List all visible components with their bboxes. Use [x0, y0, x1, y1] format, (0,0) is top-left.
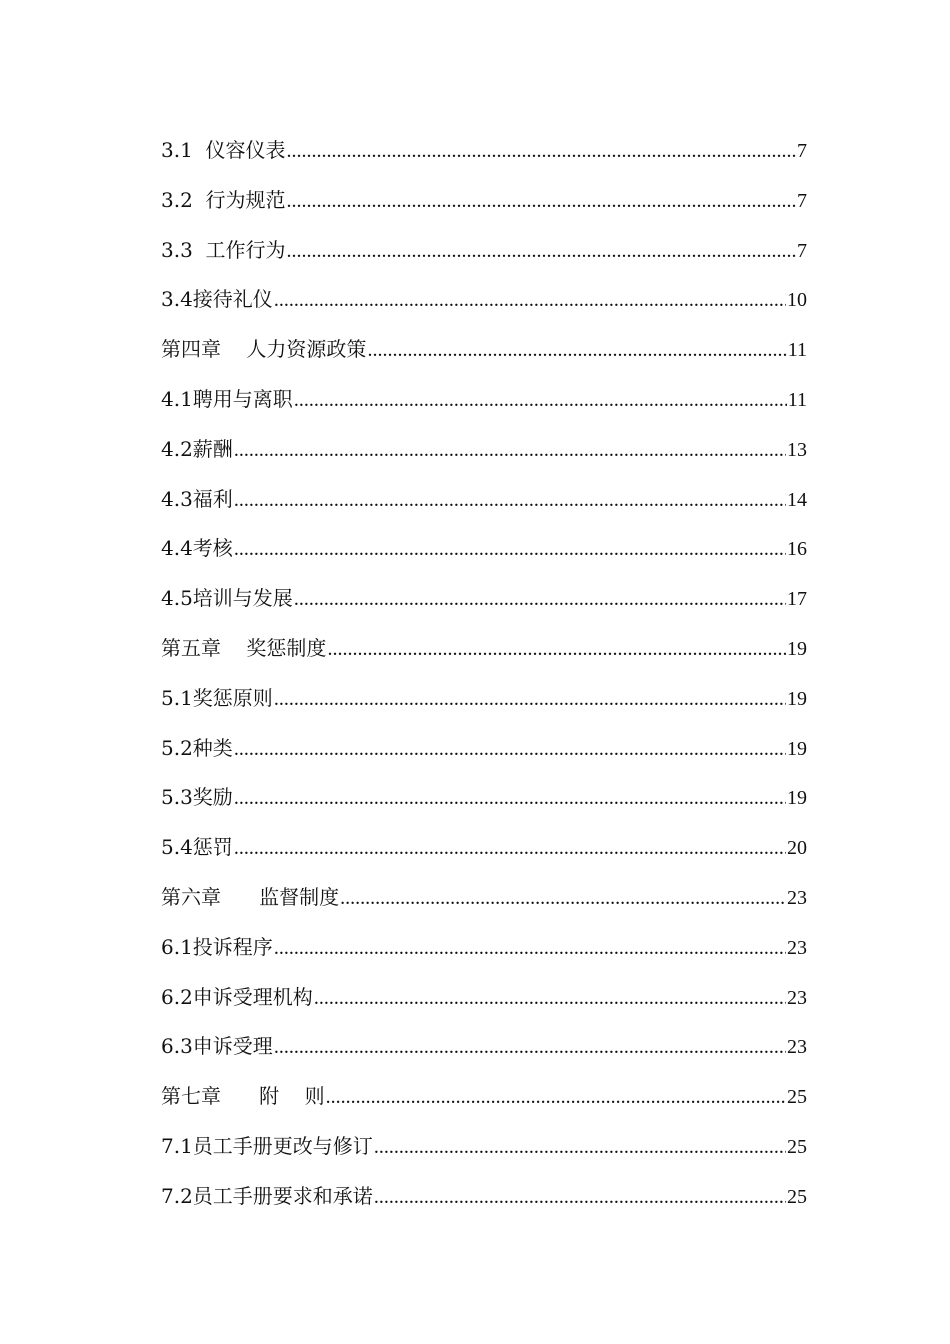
toc-page-number: 25 [787, 1135, 807, 1158]
toc-page-number: 11 [787, 388, 807, 411]
toc-entry-title: 4.3福利 [161, 486, 233, 511]
toc-dot-leader [274, 1023, 786, 1073]
toc-page-number: 23 [787, 886, 807, 909]
toc-dot-leader [374, 1123, 786, 1173]
toc-dot-leader [294, 376, 787, 426]
toc-dot-leader [314, 974, 786, 1024]
toc-dot-leader [234, 774, 786, 824]
toc-dot-leader [374, 1173, 786, 1223]
toc-dot-leader [234, 824, 786, 874]
toc-entry-title: 3.4接待礼仪 [161, 287, 273, 312]
toc-entry[interactable] [161, 1122, 807, 1172]
toc-entry-title: 6.1投诉程序 [161, 934, 273, 959]
toc-dot-leader [287, 177, 796, 227]
toc-entry[interactable] [161, 375, 807, 425]
toc-page-number: 7 [797, 140, 807, 162]
toc-entry-title: 第七章 附 则 [161, 1084, 325, 1109]
toc-dot-leader [234, 525, 786, 575]
toc-chapter-entry[interactable] [161, 873, 807, 923]
toc-dot-leader [327, 625, 786, 675]
toc-page-number: 25 [787, 1086, 807, 1109]
toc-dot-leader [234, 426, 786, 476]
toc-entry[interactable] [161, 425, 807, 475]
toc-page-number: 7 [797, 239, 807, 262]
toc-page-number: 23 [787, 986, 807, 1009]
toc-entry[interactable] [161, 176, 807, 226]
toc-dot-leader [274, 276, 786, 326]
toc-entry[interactable] [161, 226, 807, 276]
toc-page-number: 23 [787, 1036, 807, 1059]
toc-entry[interactable] [161, 1022, 807, 1072]
toc-page-number: 25 [787, 1185, 807, 1208]
toc-page-number: 19 [787, 637, 807, 660]
toc-entry-title: 第五章 奖惩制度 [161, 635, 327, 660]
toc-entry[interactable] [161, 1172, 807, 1222]
toc-entry[interactable] [161, 674, 807, 724]
toc-dot-leader [340, 874, 786, 924]
toc-page-number: 11 [787, 339, 807, 362]
toc-entry-title: 3.3 工作行为 [161, 237, 286, 262]
toc-page-number: 19 [787, 687, 807, 710]
toc-page-number: 23 [787, 936, 807, 959]
toc-entry[interactable] [161, 923, 807, 973]
toc-entry-title: 5.3奖励 [161, 785, 233, 810]
toc-entry-title: 4.2薪酬 [161, 436, 233, 461]
toc-dot-leader [367, 326, 786, 376]
toc-entry-title: 7.1员工手册更改与修订 [161, 1133, 373, 1158]
toc-dot-leader [326, 1073, 786, 1123]
toc-entry-title: 3.2 行为规范 [161, 187, 286, 212]
toc-entry-title: 第六章 监督制度 [161, 884, 340, 909]
toc-entry-title: 3.1 仪容仪表 [161, 138, 286, 162]
toc-entry[interactable] [161, 973, 807, 1023]
toc-entry-title: 4.4考核 [161, 536, 233, 561]
toc-page-number: 7 [797, 189, 807, 212]
toc-dot-leader [287, 227, 796, 277]
toc-entry[interactable] [161, 475, 807, 525]
toc-entry-title: 5.2种类 [161, 735, 233, 760]
toc-entry[interactable] [161, 773, 807, 823]
toc-entry[interactable] [161, 574, 807, 624]
table-of-contents [161, 126, 807, 1222]
toc-page-number: 17 [787, 588, 807, 611]
toc-entry-title: 6.2申诉受理机构 [161, 984, 313, 1009]
toc-entry-title: 4.1聘用与离职 [161, 386, 293, 411]
toc-dot-leader [294, 575, 786, 625]
toc-chapter-entry[interactable] [161, 1072, 807, 1122]
toc-dot-leader [287, 127, 796, 177]
toc-page-number: 20 [787, 837, 807, 860]
toc-dot-leader [234, 476, 786, 526]
toc-entry[interactable] [161, 524, 807, 574]
toc-entry[interactable] [161, 126, 807, 176]
toc-entry-title: 第四章 人力资源政策 [161, 337, 367, 362]
toc-entry-title: 7.2员工手册要求和承诺 [161, 1183, 373, 1208]
toc-page-number: 14 [787, 488, 807, 511]
toc-chapter-entry[interactable] [161, 325, 807, 375]
toc-page-number: 19 [787, 787, 807, 810]
toc-entry-title: 5.1奖惩原则 [161, 685, 273, 710]
toc-page-number: 19 [787, 737, 807, 760]
toc-entry-title: 4.5培训与发展 [161, 586, 293, 611]
toc-entry[interactable] [161, 823, 807, 873]
toc-entry-title: 6.3申诉受理 [161, 1034, 273, 1059]
toc-dot-leader [234, 725, 786, 775]
toc-page-number: 10 [787, 289, 807, 312]
toc-page-number: 13 [787, 438, 807, 461]
toc-entry[interactable] [161, 724, 807, 774]
toc-entry[interactable] [161, 275, 807, 325]
toc-dot-leader [274, 924, 786, 974]
toc-dot-leader [274, 675, 786, 725]
toc-entry-title: 5.4惩罚 [161, 835, 233, 860]
toc-chapter-entry[interactable] [161, 624, 807, 674]
toc-page-number: 16 [787, 538, 807, 561]
